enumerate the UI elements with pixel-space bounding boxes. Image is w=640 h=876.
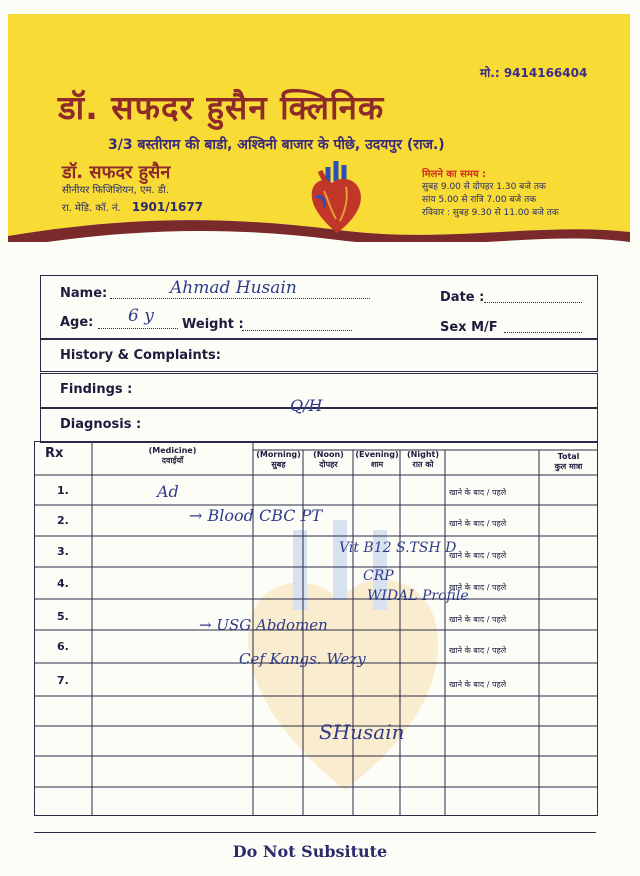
meal-instruction: खाने के बाद / पहले (449, 680, 507, 689)
phone-number: मो.: 9414166404 (480, 66, 588, 80)
meal-instruction: खाने के बाद / पहले (449, 519, 507, 528)
col-medicine-hi: दवाईयाँ (161, 456, 184, 465)
name-value: Ahmad Husain (170, 278, 297, 298)
name-line (110, 298, 370, 299)
clinic-header (8, 14, 630, 242)
row-number: 3. (57, 545, 69, 558)
meal-instruction: खाने के बाद / पहले (449, 646, 507, 655)
col-morning-en: (Morning) (256, 450, 301, 459)
registration-number: 1901/1677 (131, 200, 204, 214)
row-number: 7. (57, 674, 69, 687)
doctor-signature: SHusain (319, 720, 405, 744)
weight-line (242, 330, 352, 331)
visiting-hours-line: रविवार : सुबह 9.30 से 11.00 बजे तक (422, 208, 559, 218)
clinic-name: डॉ. सफदर हुसैन क्लिनिक (58, 88, 385, 127)
col-total (540, 452, 597, 472)
meal-instruction: खाने के बाद / पहले (449, 488, 507, 497)
visiting-hours-line: सांय 5.00 से रात्रि 7.00 बजे तक (422, 195, 537, 205)
meal-instruction: खाने के बाद / पहले (449, 615, 507, 624)
col-morning (254, 450, 303, 470)
diagnosis-label: Diagnosis : (60, 417, 142, 432)
col-total-hi: कुल मात्रा (554, 462, 583, 471)
prescription-table (34, 441, 598, 816)
col-noon-en: (Noon) (313, 450, 344, 459)
handwritten-entry: WIDAL Profile (367, 588, 469, 604)
handwritten-entry: → Blood CBC PT (189, 506, 323, 525)
date-label: Date : (440, 290, 485, 305)
name-label: Name: (60, 286, 108, 301)
row-number: 4. (57, 577, 69, 590)
visiting-hours (422, 168, 559, 220)
findings-label: Findings : (60, 382, 133, 397)
rx-label: Rx (45, 446, 64, 461)
col-noon-hi: दोपहर (319, 460, 338, 469)
meal-instruction: खाने के बाद / पहले (449, 551, 507, 560)
footer-divider (34, 832, 596, 833)
row-number: 1. (57, 484, 69, 497)
row-number: 6. (57, 640, 69, 653)
diagnosis-value: Q/H (290, 396, 323, 415)
heart-illustration-icon (306, 157, 368, 235)
doctor-name: डॉ. सफदर हुसैन (62, 162, 171, 183)
footer-note: Do Not Subsitute (232, 842, 388, 861)
handwritten-entry: CRP (363, 568, 394, 584)
clinic-address: 3/3 बस्तीराम की बाडी, अश्विनी बाजार के पीछे, उदयपुर (राज.) (108, 137, 445, 153)
history-label: History & Complaints: (60, 348, 221, 363)
visiting-hours-title: मिलने का समय : (422, 169, 487, 180)
col-noon (304, 450, 353, 470)
col-night-hi: रात को (412, 460, 434, 469)
row-number: 2. (57, 514, 69, 527)
col-night-en: (Night) (407, 450, 439, 459)
age-label: Age: (60, 315, 94, 330)
col-night (401, 450, 445, 470)
col-medicine-en: (Medicine) (148, 446, 197, 455)
col-medicine (95, 446, 250, 466)
col-evening (354, 450, 400, 470)
handwritten-entry: Ad (157, 482, 179, 501)
handwritten-entry: Vit B12 S.TSH D (339, 540, 457, 556)
age-value: 6 y (128, 306, 154, 326)
sex-line (504, 332, 582, 333)
weight-label: Weight : (182, 317, 244, 332)
col-evening-en: (Evening) (355, 450, 399, 459)
sex-label: Sex M/F (440, 320, 498, 335)
col-total-en: Total (557, 452, 580, 461)
handwritten-entry: Cef Kangs. Wezy (239, 650, 366, 668)
col-evening-hi: शाम (370, 460, 384, 469)
visiting-hours-line: सुबह 9.00 से दोपहर 1.30 बजे तक (422, 182, 546, 192)
col-morning-hi: सुबह (271, 460, 286, 469)
row-number: 5. (57, 610, 69, 623)
registration-label: रा. मेडि. कॉ. नं. (62, 203, 121, 214)
date-line (484, 302, 582, 303)
age-line (98, 328, 178, 329)
registration (62, 200, 203, 214)
handwritten-entry: → USG Abdomen (199, 616, 328, 634)
doctor-qualification: सीनीयर फिजिशियन, एम. डी. (62, 185, 169, 196)
meal-instruction: खाने के बाद / पहले (449, 583, 507, 592)
